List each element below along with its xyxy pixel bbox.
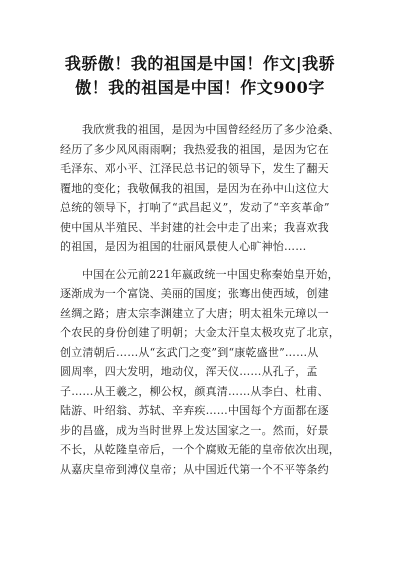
text-line: 使中国从半殖民、半封建的社会中走了出来；我喜欢我 (60, 220, 329, 234)
text-line: 毛泽东、邓小平、江泽民总书记的领导下，发生了翻天 (60, 162, 329, 175)
paragraph-spacer (60, 257, 344, 265)
text-line: 我欣赏我的祖国，是因为中国曾经经历了多少沧桑、 (82, 123, 340, 136)
text-line: 创立清朝后……从“玄武门之变”到“康乾盛世”……从 (60, 345, 319, 359)
paragraph-1 (60, 120, 344, 257)
text-line: 经历了多少风风雨雨啊；我热爱我的祖国，是因为它在 (60, 142, 329, 156)
text-line: 子……从王羲之，柳公权，颜真清……从李白、杜甫、 (60, 384, 329, 398)
text-line: 步的昌盛，成为当时世界上发达国家之一。然而，好景 (60, 423, 329, 437)
text-line: 丝绸之路；唐太宗李渊建立了大唐；明太祖朱元璋以一 (60, 306, 329, 320)
text-line: 覆地的变化；我敬佩我的祖国，是因为在孙中山这位大 (60, 181, 329, 195)
article-body (60, 120, 344, 479)
text-line: 陆游、叶绍翁、苏轼、辛弃疾……中国每个方面都在逐 (60, 404, 329, 417)
text-line: 不长，从乾隆皇帝后，一个个腐败无能的皇帝依次出现， (60, 443, 340, 456)
text-line: 中国在公元前221年嬴政统一中国史称秦始皇开始， (82, 267, 339, 281)
text-line: 逐渐成为一个富饶、美丽的国度；张骞出使西域，创建 (60, 287, 329, 300)
title-line: 傲！我的祖国是中国！作文900字 (75, 78, 325, 97)
text-line: 从嘉庆皇帝到溥仪皇帝；从中国近代第一个不平等条约 (60, 462, 329, 476)
text-line: 的祖国，是因为祖国的壮丽风景使人心旷神怡…… (60, 240, 307, 253)
text-line: 个农民的身份创建了明朝；大金太汗皇太极攻克了北京， (60, 326, 340, 339)
title-line: 我骄傲！我的祖国是中国！作文|我骄 (64, 54, 336, 73)
document-title (60, 52, 340, 100)
text-line: 圆周率，四大发明，地动仪，浑天仪……从孔子，孟 (60, 365, 318, 378)
text-line: 总统的领导下，打响了“武昌起义”，发动了“辛亥革命” (60, 201, 330, 214)
paragraph-2 (60, 265, 344, 480)
